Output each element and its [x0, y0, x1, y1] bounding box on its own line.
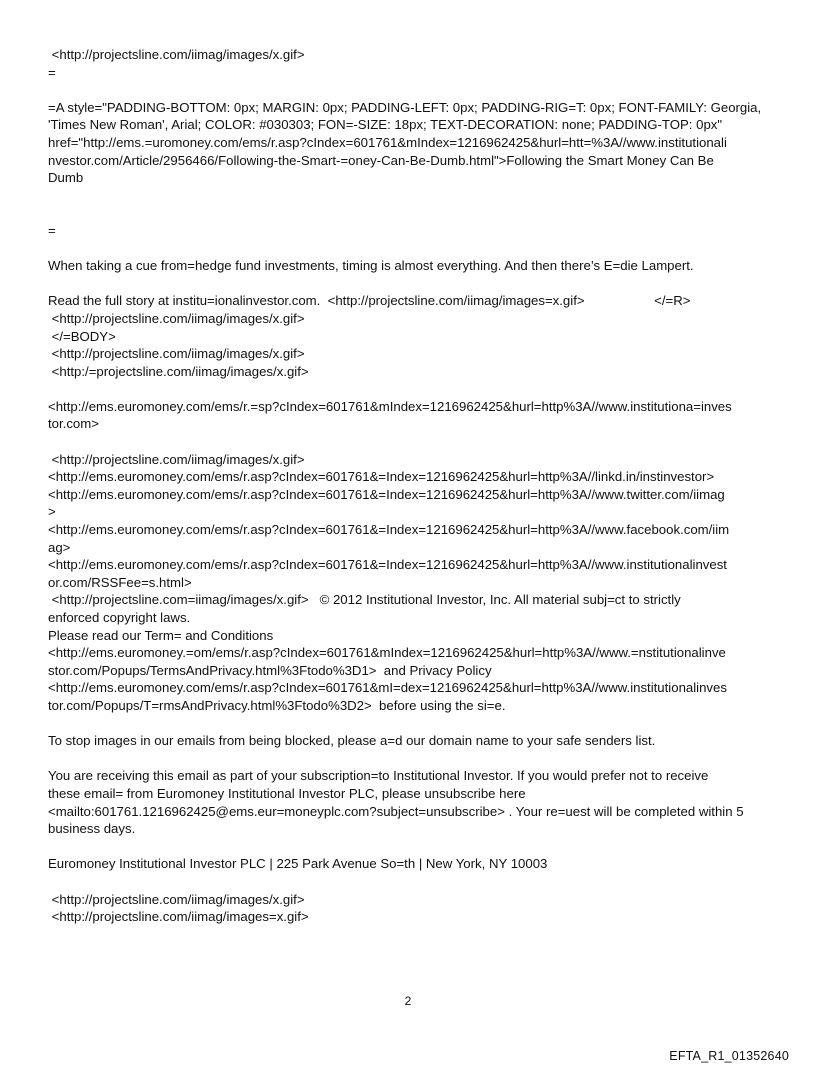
text-line — [48, 187, 778, 205]
text-line: <http://projectsline.com/iimag/images/x.gif> — [48, 310, 305, 326]
text-line: business days. — [48, 821, 136, 837]
text-line: To stop images in our emails from being blocked, please a=d our domain name to your safe senders list. — [48, 733, 656, 749]
text-line — [48, 433, 778, 451]
email-body — [48, 46, 778, 926]
text-line: <http://ems.euromoney.com/ems/r.asp?cIndex=601761&=Index=1216962425&hurl=http%3A//www.twitter.com/iimag — [48, 486, 725, 502]
text-line: = — [48, 222, 56, 238]
text-line: href="http://ems.=uromoney.com/ems/r.asp?cIndex=601761&mIndex=1216962425&hurl=htt=%3A//www.institutionali — [48, 134, 727, 150]
text-line: <http://ems.euromoney.com/ems/r.asp?cIndex=601761&mI=dex=1216962425&hurl=http%3A//www.institutionalinves — [48, 680, 727, 696]
text-line — [48, 715, 778, 733]
text-line: <http://ems.euromoney.com/ems/r.asp?cIndex=601761&=Index=1216962425&hurl=http%3A//www.institutionalinvest — [48, 557, 727, 573]
text-line: <http://projectsline.com/iimag/images/x.gif> — [48, 346, 305, 362]
text-line — [48, 838, 778, 856]
text-line: Read the full story at institu=ionalinvestor.com. <http://projectsline.com/iimag/images=x.gif> </=R> — [48, 293, 691, 309]
text-line: <http:/=projectsline.com/iimag/images/x.gif> — [48, 363, 309, 379]
text-line: <http://projectsline.com/iimag/images/x.gif> — [48, 891, 305, 907]
bates-number: EFTA_R1_01352640 — [669, 1049, 789, 1063]
text-line — [48, 81, 778, 99]
text-line: <http://ems.euromoney.=om/ems/r.asp?cIndex=601761&mIndex=1216962425&hurl=http%3A//www.=nstitutionalinve — [48, 645, 726, 661]
text-line: > — [48, 504, 56, 520]
text-line — [48, 275, 778, 293]
text-line: </=BODY> — [48, 328, 116, 344]
text-line: <http://ems.euromoney.com/ems/r.asp?cIndex=601761&=Index=1216962425&hurl=http%3A//linkd.in/instinvestor> — [48, 469, 715, 485]
text-line: <mailto:601761.1216962425@ems.eur=moneyplc.com?subject=unsubscribe> . Your re=uest will be completed within 5 — [48, 803, 744, 819]
text-line — [48, 240, 778, 258]
text-line: enforced copyright laws. — [48, 610, 191, 625]
text-line: <http://projectsline.com/iimag/images/x.gif> — [48, 451, 305, 467]
text-line: these email= from Euromoney Institutional Investor PLC, please unsubscribe here — [48, 785, 526, 801]
text-line: <http://ems.euromoney.com/ems/r.asp?cIndex=601761&=Index=1216962425&hurl=http%3A//www.facebook.com/iim — [48, 522, 730, 538]
text-line — [48, 380, 778, 398]
text-line: <http://ems.euromoney.com/ems/r.=sp?cIndex=601761&mIndex=1216962425&hurl=http%3A//www.institutiona=inves — [48, 398, 732, 414]
text-line: Euromoney Institutional Investor PLC | 225 Park Avenue So=th | New York, NY 10003 — [48, 856, 548, 872]
text-line: Dumb — [48, 170, 84, 186]
text-line: <http://projectsline.com=iimag/images/x.gif> © 2012 Institutional Investor, Inc. All material subj=ct to strictly — [48, 592, 681, 608]
text-line: = — [48, 64, 56, 80]
text-line: ag> — [48, 539, 71, 555]
text-line — [48, 750, 778, 768]
text-line — [48, 873, 778, 891]
text-line: tor.com> — [48, 416, 99, 432]
text-line — [48, 204, 778, 222]
text-line: When taking a cue from=hedge fund investments, timing is almost everything. And then there’s E=die Lampert. — [48, 258, 694, 274]
text-line: <http://projectsline.com/iimag/images=x.gif> — [48, 909, 309, 925]
text-line: tor.com/Popups/T=rmsAndPrivacy.html%3Ftodo%3D2> before using the si=e. — [48, 697, 506, 713]
text-line: 'Times New Roman', Arial; COLOR: #030303; FON=-SIZE: 18px; TEXT-DECORATION: none; PADDING-TOP: 0px" — [48, 117, 723, 133]
text-line: You are receiving this email as part of your subscription=to Institutional Investor. If you would prefer not to receive — [48, 768, 709, 784]
text-line: =A style="PADDING-BOTTOM: 0px; MARGIN: 0px; PADDING-LEFT: 0px; PADDING-RIG=T: 0px; FONT-FAMILY: Georgia, — [48, 99, 762, 115]
page-number: 2 — [404, 994, 412, 1008]
text-line: nvestor.com/Article/2956466/Following-the-Smart-=oney-Can-Be-Dumb.html">Following the Smart Money Can Be — [48, 152, 714, 168]
text-line: Please read our Term= and Conditions — [48, 627, 274, 643]
text-line: <http://projectsline.com/iimag/images/x.gif> — [48, 47, 305, 62]
text-line: or.com/RSSFee=s.html> — [48, 574, 192, 590]
text-line: stor.com/Popups/TermsAndPrivacy.html%3Ftodo%3D1> and Privacy Policy — [48, 662, 492, 678]
